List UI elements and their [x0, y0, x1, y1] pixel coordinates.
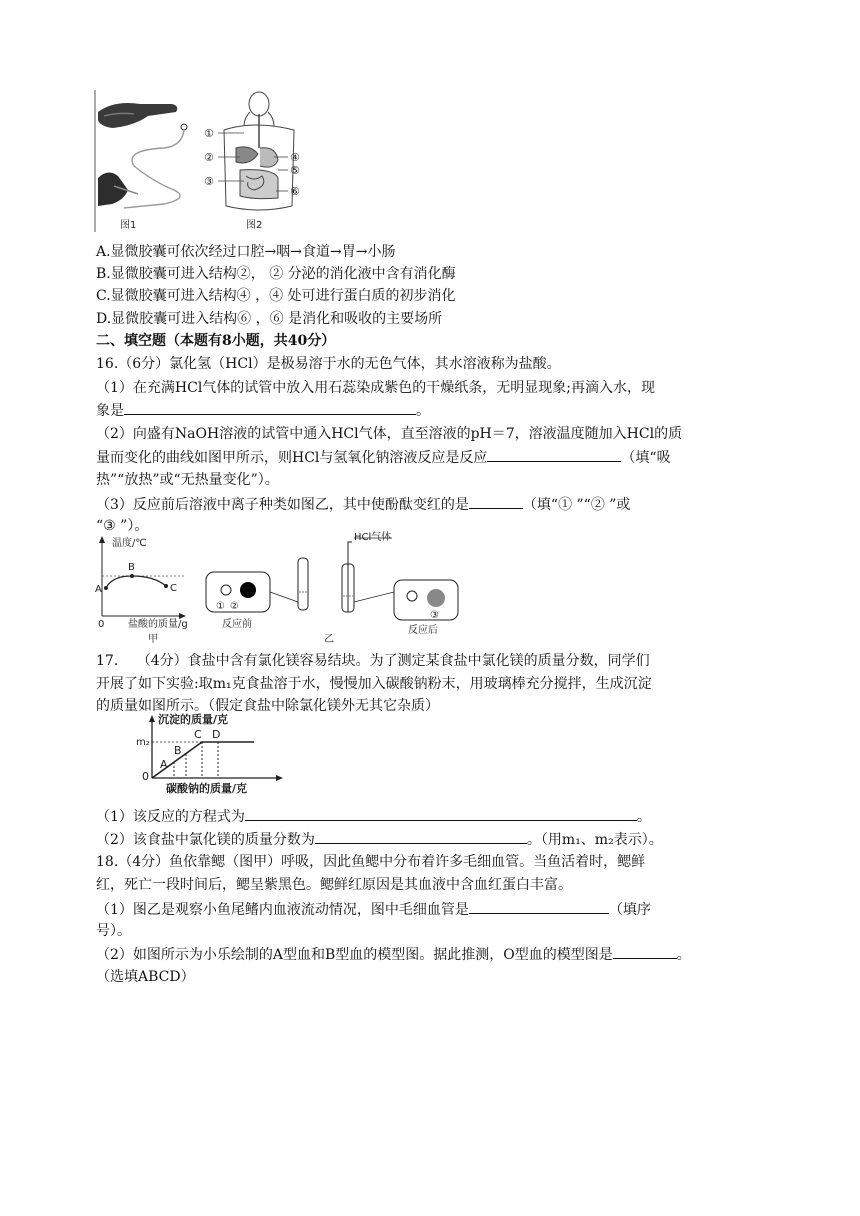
point-b: B — [174, 744, 182, 757]
q17-precipitate-graph — [136, 714, 296, 798]
q16-stem: 16.（6分）氯化氢（HCl）是极易溶于水的无色气体，其水溶液称为盐酸。 — [96, 356, 561, 372]
option-c: C.显微胶囊可进入结构④ ，④ 处可进行蛋白质的初步消化 — [96, 288, 456, 304]
hand-capsule-photo — [98, 103, 187, 208]
point-d: D — [212, 728, 221, 741]
digestive-system-diagram — [224, 92, 294, 210]
point-a: A — [95, 584, 102, 595]
option-b: B.显微胶囊可进入结构②， ② 分泌的消化液中含有消化酶 — [96, 266, 456, 282]
na2co3-axis-label: 碳酸钠的质量/克 — [166, 782, 248, 795]
q18-part1 — [96, 899, 651, 920]
q16-part3-prefix: （3）反应前后溶液中离子种类如图乙，其中使酚酞变红的是 — [96, 497, 469, 513]
q17-answer-blank-2[interactable] — [315, 829, 527, 844]
before-label: 反应前 — [222, 619, 252, 630]
q16-answer-blank-1[interactable] — [124, 400, 416, 415]
q16-figure — [92, 534, 472, 646]
option-d: D.显微胶囊可进入结构⑥ ，⑥ 是消化和吸收的主要场所 — [96, 311, 443, 327]
option-a: A.显微胶囊可依次经过口腔→咽→食道→胃→小肠 — [96, 244, 396, 260]
q16-part2-prefix: 量而变化的曲线如图甲所示，则HCl与氢氧化钠溶液反应是反应 — [96, 450, 488, 466]
ion-1-label: ① — [216, 601, 225, 612]
caption-fig1: 图1 — [120, 220, 137, 231]
q16-part1-line1: （1）在充满HCl气体的试管中放入用石蕊染成紫色的干燥纸条，无明显现象;再滴入水，现 — [96, 380, 656, 396]
q18-line2: 红，死亡一段时间后，鳃呈紫黑色。鳃鲜红原因是其血液中含血红蛋白丰富。 — [96, 877, 572, 893]
origin-zero: 0 — [142, 770, 149, 783]
temp-axis-label: 温度/℃ — [112, 538, 147, 549]
q18-part1-line2: 号）。 — [96, 923, 131, 939]
point-a: A — [160, 758, 168, 771]
caption-yi: 乙 — [324, 634, 334, 645]
q18-part2-prefix: （2）如图所示为小乐绘制的A型血和B型血的模型图。据此推测，O型血的模型图是 — [96, 947, 613, 963]
q17-answer-blank-1[interactable] — [245, 806, 637, 821]
hcl-gas-label: HCl气体 — [354, 532, 392, 543]
label-6: ⑥ — [290, 185, 300, 198]
label-2: ② — [204, 151, 214, 164]
ion-2-label: ② — [230, 601, 239, 612]
q18-line1: 18.（4分）鱼依靠鳃（图甲）呼吸，因此鱼鳃中分布着许多毛细血管。当鱼活着时，鳃鲜 — [96, 854, 646, 870]
q17-line2: 开展了如下实验:取m₁克食盐溶于水，慢慢加入碳酸钠粉末，用玻璃棒充分搅拌，生成沉淀 — [96, 676, 652, 692]
caption-fig2: 图2 — [246, 220, 263, 231]
temperature-graph — [95, 536, 188, 645]
ion-3-label: ③ — [430, 610, 439, 621]
q17-part2-suffix: 。（用m₁、m₂表示）。 — [526, 832, 663, 848]
after-reaction-panel — [324, 530, 458, 645]
q17-part1 — [96, 806, 651, 827]
label-3: ③ — [204, 175, 214, 188]
q17-part2 — [96, 829, 663, 850]
q16-part1-prefix: 象是 — [96, 403, 124, 419]
before-reaction-panel — [206, 558, 308, 630]
q16-part1-suffix: 。 — [416, 403, 430, 419]
precipitate-axis-label: 沉淀的质量/克 — [158, 713, 229, 726]
point-b: B — [128, 562, 135, 573]
q18-part2-suffix: 。 — [676, 947, 691, 963]
q16-part1-line2 — [96, 400, 430, 421]
q18-part1-prefix: （1）图乙是观察小鱼尾鳍内血液流动情况，图中毛细血管是 — [96, 902, 469, 918]
label-4: ④ — [290, 151, 300, 164]
q16-answer-blank-2[interactable] — [487, 447, 621, 462]
point-c: C — [170, 583, 177, 594]
digestive-figure — [94, 90, 324, 232]
section-heading: 二、填空题（本题有8小题，共40分） — [96, 333, 336, 349]
q16-part3-line1 — [96, 494, 630, 515]
q17-part1-prefix: （1）该反应的方程式为 — [96, 809, 245, 825]
q18-answer-blank-1[interactable] — [469, 899, 609, 914]
caption-jia: 甲 — [148, 634, 158, 645]
q16-part2-line3: 热”“放热”或“无热量变化”）。 — [96, 472, 279, 488]
q16-part2-line2 — [96, 447, 671, 468]
q17-line1: 17. （4分）食盐中含有氯化镁容易结块。为了测定某食盐中氯化镁的质量分数，同学们 — [96, 653, 650, 669]
q16-answer-blank-3[interactable] — [469, 494, 523, 509]
q18-part2-line2: （选填ABCD） — [96, 969, 195, 985]
label-5: ⑤ — [290, 164, 300, 177]
point-c: C — [194, 728, 202, 741]
q18-part1-suffix: （填序 — [608, 902, 651, 918]
q18-part2 — [96, 944, 691, 965]
q16-part3-line2: “③ ”）。 — [96, 518, 149, 534]
origin-zero: 0 — [98, 619, 105, 630]
q18-answer-blank-2[interactable] — [613, 944, 677, 959]
q17-part1-suffix: 。 — [636, 809, 651, 825]
label-1: ① — [204, 127, 214, 140]
q17-line3: 的质量如图所示。（假定食盐中除氯化镁外无其它杂质） — [96, 698, 439, 714]
q16-part2-line1: （2）向盛有NaOH溶液的试管中通入HCl气体，直至溶液的pH＝7，溶液温度随加入HCl的质 — [96, 426, 683, 442]
after-label: 反应后 — [408, 625, 438, 636]
q17-part2-prefix: （2）该食盐中氯化镁的质量分数为 — [96, 832, 315, 848]
q16-part2-suffix: （填“吸 — [621, 450, 671, 466]
m2-label: m₂ — [136, 737, 150, 748]
hcl-axis-label: 盐酸的质量/g — [128, 619, 188, 630]
q16-part3-suffix: （填“① ”“② ”或 — [522, 497, 631, 513]
